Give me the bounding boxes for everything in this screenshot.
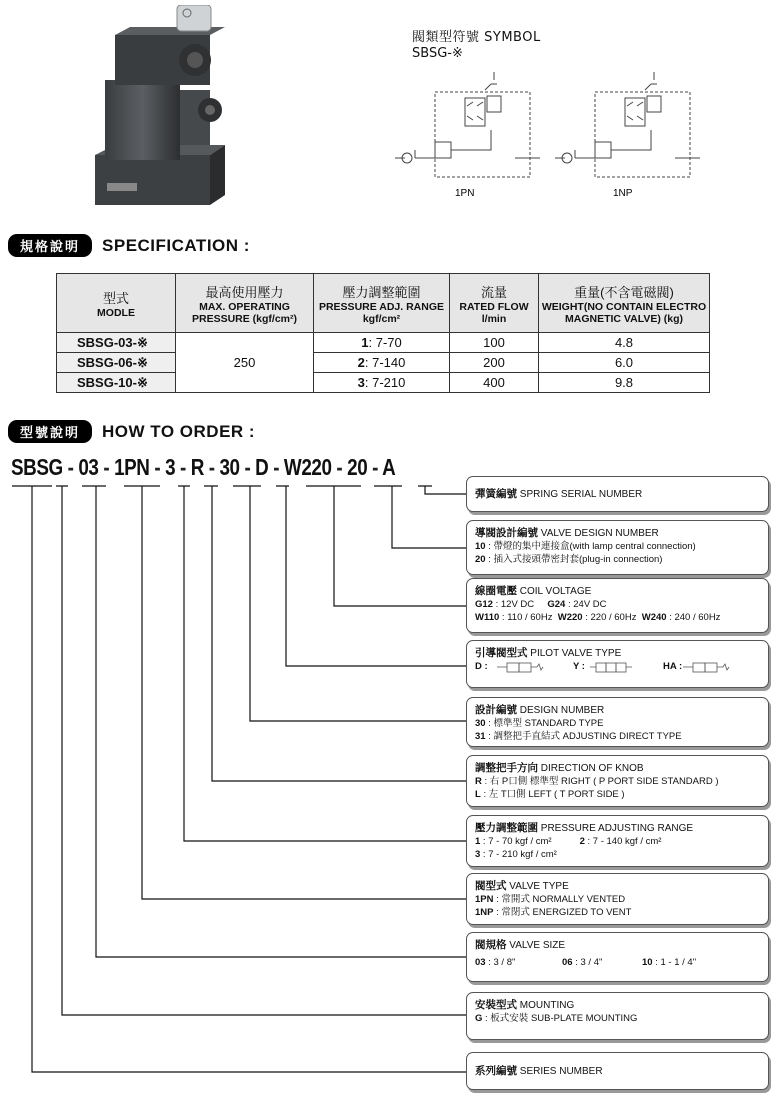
symbol-label-1pn: 1PN bbox=[455, 188, 475, 199]
spec-header-model: 型式 MODLE bbox=[57, 274, 176, 333]
table-row: SBSG-10-※ 3: 7-210 400 9.8 bbox=[57, 373, 710, 393]
box-pilot-valve-type: 引導閥型式 PILOT VALVE TYPE D : Y : HA : bbox=[466, 640, 769, 688]
box-pressure-range: 壓力調整範圍 PRESSURE ADJUSTING RANGE 1 : 7 - 70 kgf / cm² 2 : 7 - 140 kgf / cm² 3 : 7 - 210 kgf / cm² bbox=[466, 815, 769, 867]
pilot-ha-symbol-icon bbox=[681, 662, 731, 673]
order-code: SBSG - 03 - 1PN - 3 - R - 30 - D - W220 - 20 - A bbox=[11, 454, 396, 480]
table-row: SBSG-06-※ 2: 7-140 200 6.0 bbox=[57, 353, 710, 373]
symbol-model: SBSG-※ bbox=[412, 46, 463, 61]
spec-section-en: SPECIFICATION : bbox=[102, 235, 250, 255]
max-pressure-cell: 250 bbox=[176, 333, 314, 393]
box-series-number: 系列編號 SERIES NUMBER bbox=[466, 1052, 769, 1090]
box-knob-direction: 調整把手方向 DIRECTION OF KNOB R : 右 P口側 標準型 RIGHT ( P PORT SIDE STANDARD ) L : 左 T口側 LEFT ( T PORT SIDE ) bbox=[466, 755, 769, 807]
order-section-zh: 型號說明 bbox=[8, 420, 92, 443]
symbol-label-1np: 1NP bbox=[613, 188, 633, 199]
pilot-y-symbol-icon bbox=[588, 662, 638, 673]
table-row: SBSG-03-※ 250 1: 7-70 100 4.8 bbox=[57, 333, 710, 353]
box-design-number: 設計編號 DESIGN NUMBER 30 : 標準型 STANDARD TYPE 31 : 調整把手直結式 ADJUSTING DIRECT TYPE bbox=[466, 697, 769, 747]
spec-section-zh: 規格說明 bbox=[8, 234, 92, 257]
box-mounting: 安裝型式 MOUNTING G : 板式安裝 SUB-PLATE MOUNTING bbox=[466, 992, 769, 1040]
symbol-title: 閥類型符號 SYMBOL bbox=[412, 30, 541, 45]
box-valve-size: 閥規格 VALVE SIZE 03 : 3 / 8" 06 : 3 / 4" 10 : 1 - 1 / 4" bbox=[466, 932, 769, 982]
spec-header-max-pressure: 最高使用壓力 MAX. OPERATING PRESSURE (kgf/cm²) bbox=[176, 274, 314, 333]
spec-header-flow: 流量 RATED FLOW l/min bbox=[450, 274, 539, 333]
box-valve-design-number: 導閥設計編號 VALVE DESIGN NUMBER 10 : 帶燈的集中連接盒(with lamp central connection) 20 : 插入式接頭帶密封套(plug-in connection) bbox=[466, 520, 769, 575]
pilot-d-symbol-icon bbox=[495, 662, 545, 673]
spec-header-pressure-range: 壓力調整範圍 PRESSURE ADJ. RANGE kgf/cm² bbox=[314, 274, 450, 333]
box-valve-type: 閥型式 VALVE TYPE 1PN : 常開式 NORMALLY VENTED 1NP : 常閉式 ENERGIZED TO VENT bbox=[466, 873, 769, 925]
spec-header-weight: 重量(不含電磁閥) WEIGHT(NO CONTAIN ELECTRO MAGNETIC VALVE) (kg) bbox=[539, 274, 710, 333]
box-spring-serial: 彈簧編號 SPRING SERIAL NUMBER bbox=[466, 476, 769, 512]
order-section-en: HOW TO ORDER : bbox=[102, 421, 256, 441]
box-coil-voltage: 線圈電壓 COIL VOLTAGE G12 : 12V DC G24 : 24V DC W110 : 110 / 60Hz W220 : 220 / 60Hz W240 : 240 / 60Hz bbox=[466, 578, 769, 633]
